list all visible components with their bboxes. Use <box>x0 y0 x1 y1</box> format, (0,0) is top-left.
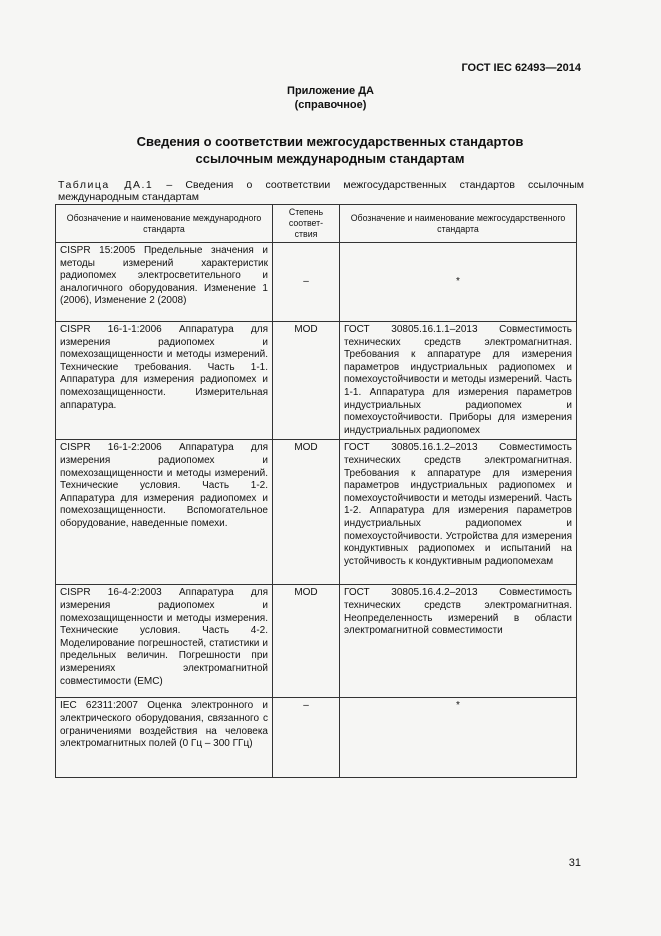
table-row <box>56 243 577 322</box>
cell-interstate-standard: ГОСТ 30805.16.1.1–2013 Совместимость технических средств электромагнитная. Требования к аппаратуре для измерения параметров индустриальных радиопомех и помехоустойчивости и методы измерений. Часть 1-1. Аппаратура для измерения параметров индустриальных радиопомех и помехоустойчивости. Приборы для измерения индустриальных радиопомех <box>340 322 577 440</box>
cell-degree: – <box>273 698 340 778</box>
appendix-subtitle: (справочное) <box>294 99 367 111</box>
cell-international-standard: CISPR 16-1-1:2006 Аппаратура для измерения радиопомех и помехозащищенности и методы измерений. Технические требования. Часть 1-1. Аппаратура для измерения радиопомех и помехозащищенности. Измерительная аппаратура. <box>56 322 273 440</box>
cell-degree: MOD <box>273 322 340 440</box>
cell-international-standard: CISPR 16-4-2:2003 Аппаратура для измерения радиопомех и помехозащищенности и методы измерения. Технические условия. Часть 4-2. Моделирование погрешностей, статистики и предельных величин. Погрешности при измерениях электромагнитной совместимости (ЕМС) <box>56 585 273 698</box>
cell-degree: MOD <box>273 440 340 585</box>
section-title-line-2: ссылочным международным стандартам <box>195 151 465 166</box>
section-title <box>80 133 580 167</box>
appendix-heading <box>0 84 661 112</box>
cell-interstate-standard: ГОСТ 30805.16.4.2–2013 Совместимость технических средств электромагнитная. Неопределенность измерений в области электромагнитной совместимости <box>340 585 577 698</box>
table-caption-label: Таблица ДА.1 <box>58 179 154 191</box>
cell-interstate-standard: ГОСТ 30805.16.1.2–2013 Совместимость технических средств электромагнитная. Требования к аппаратуре для измерения параметров индустриальных радиопомех и помехоустойчивости и методы измерений. Часть 1-2. Аппаратура для измерения параметров индустриальных радиопомех и помехоустойчивости. Устройства для измерения кондуктивных радиопомех и испытаний на устойчивость к кондуктивным радиопомехам <box>340 440 577 585</box>
table-row <box>56 322 577 440</box>
page-number: 31 <box>568 857 581 869</box>
document-code: ГОСТ IEC 62493—2014 <box>461 62 581 74</box>
table-header-row <box>56 205 577 243</box>
standards-table <box>55 204 577 778</box>
table-caption-text: – Сведения о соответствии межгосударственных стандартов ссылочным международным стандартам <box>58 179 584 203</box>
cell-interstate-standard: * <box>340 698 577 778</box>
table-row <box>56 440 577 585</box>
header-degree: Степень соответ- ствия <box>273 205 340 243</box>
cell-degree: MOD <box>273 585 340 698</box>
table-row <box>56 585 577 698</box>
header-international-standard: Обозначение и наименование международного стандарта <box>56 205 273 243</box>
cell-international-standard: CISPR 15:2005 Предельные значения и методы измерений характеристик радиопомех электросветительного и аналогичного оборудования. Изменение 1 (2006), Изменение 2 (2008) <box>56 243 273 322</box>
table-row <box>56 698 577 778</box>
section-title-line-1: Сведения о соответствии межгосударственных стандартов <box>136 134 524 149</box>
header-interstate-standard: Обозначение и наименование межгосударственного стандарта <box>340 205 577 243</box>
cell-international-standard: IEC 62311:2007 Оценка электронного и электрического оборудования, связанного с ограничениями воздействия на человека электромагнитных полей (0 Гц – 300 ГГц) <box>56 698 273 778</box>
table-caption <box>58 179 584 203</box>
appendix-title: Приложение ДА <box>287 85 374 97</box>
cell-interstate-standard: * <box>340 243 577 322</box>
cell-degree: – <box>273 243 340 322</box>
cell-international-standard: CISPR 16-1-2:2006 Аппаратура для измерения радиопомех и помехозащищенности и методы измерений. Технические условия. Часть 1-2. Аппаратура для измерения радиопомех и помехозащищенности. Вспомогательное оборудование, наведенные помехи. <box>56 440 273 585</box>
